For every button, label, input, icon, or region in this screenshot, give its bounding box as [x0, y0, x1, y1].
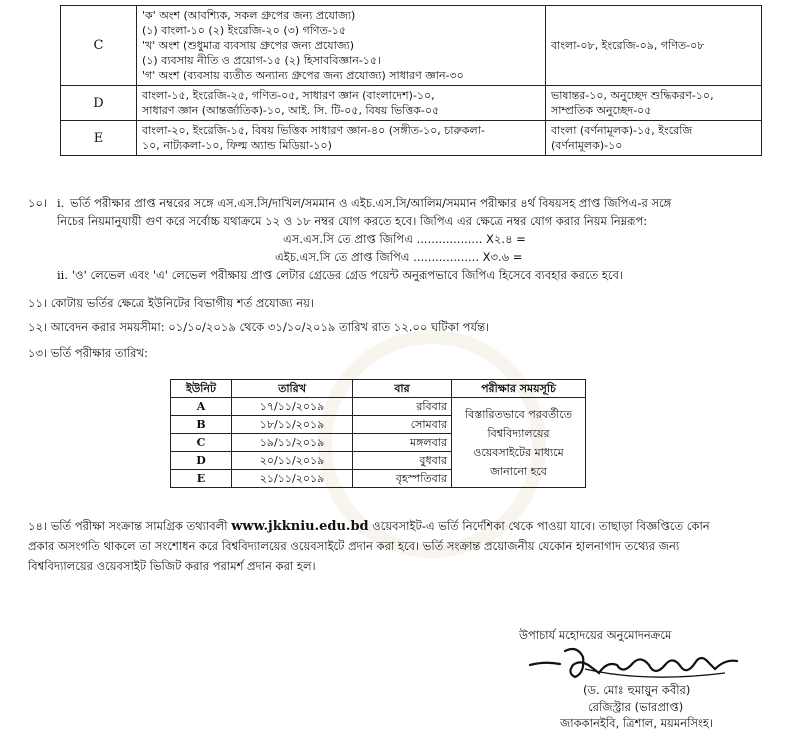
section-10-ii-text: 'ও' লেভেল এবং 'এ' লেভেল পরীক্ষায় প্রাপ্ত লেটার গ্রেডের গ্রেড পয়েন্ট অনুরূপভাবে জিপিএ হিসেবে ব্যবহার করতে হবে।: [72, 268, 624, 282]
day-cell: সোমবার: [353, 416, 452, 434]
section-14-suffix: ওয়েবসাইট-এ ভর্তি নির্দেশিকা থেকে পাওয়া যাবে। তাছাড়া বিজ্ঞপ্তিতে কোন: [372, 519, 710, 533]
section-14-prefix: ১৪। ভর্তি পরীক্ষা সংক্রান্ত সামগ্রিক তথ্যাবলী: [28, 519, 228, 533]
header-date: তারিখ: [232, 380, 353, 398]
unit-cell: C: [61, 6, 137, 86]
date-cell: ২১/১১/২০১৯: [232, 470, 353, 488]
subject-line: 'ক' অংশ (আবশ্যিক, সকল গ্রুপের জন্য প্রযোজ্য): [142, 9, 356, 22]
schedule-note-cell: [452, 398, 586, 488]
written-line: (বর্ণনামূলক)-১০: [551, 139, 623, 152]
day-cell: মঙ্গলবার: [353, 434, 452, 452]
date-cell: ১৮/১১/২০১৯: [232, 416, 353, 434]
unit-cell: C: [171, 434, 232, 452]
section-10-line1: ভর্তি পরীক্ষার প্রাপ্ত নম্বরের সঙ্গে এস.এস.সি/দাখিল/সমমান ও এইচ.এস.সি/আলিম/সমমান পরীক্ষার ৪র্থ বিষয়সহ প্রাপ্ত জিপিএ-র সঙ্গে: [70, 196, 672, 210]
subject-line: 'গ' অংশ (ব্যবসায় ব্যতীত অন্যান্য গ্রুপের জন্য প্রযোজ্য) সাধারণ জ্ঞান-৩০: [142, 69, 464, 82]
approval-line: উপাচার্য মহোদয়ের অনুমোদনক্রমে: [519, 628, 672, 642]
section-14-line1: [28, 519, 710, 534]
table-row: [171, 398, 586, 416]
section-10-line2: নিচের নিয়মানুযায়ী গুণ করে সর্বোচ্চ যথাক্রমে ১২ ও ১৮ নম্বর যোগ করতে হবে। জিপিএ এর ক্ষেত্রে নম্বর যোগ করার নিয়ম নিম্নরূপ:: [57, 214, 648, 228]
signature-scribble: [525, 643, 750, 685]
website-link[interactable]: www.jkkniu.edu.bd: [231, 519, 369, 534]
date-cell: ২০/১১/২০১৯: [232, 452, 353, 470]
date-cell: ১৭/১১/২০১৯: [232, 398, 353, 416]
date-cell: ১৯/১১/২০১৯: [232, 434, 353, 452]
table-row: [61, 121, 762, 156]
subject-line: ১০, নাট্যকলা-১০, ফিল্ম অ্যান্ড মিডিয়া-১০): [142, 139, 332, 152]
subject-cell: [137, 121, 546, 156]
unit-cell: E: [61, 121, 137, 156]
section-14-line2: প্রকার অসংগতি থাকলে তা সংশোধন করে বিশ্ববিদ্যালয়ের ওয়েবসাইটে প্রদান করা হবে। ভর্তি সংক্রান্ত প্রয়োজনীয় যেকোন হালনাগাদ তথ্যের জন্য: [28, 539, 680, 553]
university-location: জাককানইবি, ত্রিশাল, ময়মনসিংহ।: [560, 716, 714, 730]
unit-cell: D: [171, 452, 232, 470]
written-cell: [546, 86, 762, 121]
section-13: ১৩। ভর্তি পরীক্ষার তারিখ:: [28, 346, 148, 360]
note-line: ওয়েবসাইটের মাধ্যমে: [473, 445, 564, 459]
unit-cell: E: [171, 470, 232, 488]
registrar-title: রেজিস্ট্রার (ভারপ্রাপ্ত): [588, 700, 684, 714]
section-12: ১২। আবেদন করার সময়সীমা: ০১/১০/২০১৯ থেকে ৩১/১০/২০১৯ তারিখ রাত ১২.০০ ঘটিকা পর্যন্ত।: [28, 320, 490, 334]
subject-cell: [137, 6, 546, 86]
unit-cell: B: [171, 416, 232, 434]
subject-line: বাংলা-২০, ইংরেজি-১৫, বিষয় ভিত্তিক সাধারণ জ্ঞান-৪০ (সঙ্গীত-১০, চারুকলা-: [142, 124, 485, 137]
table-header-row: [171, 380, 586, 398]
item-ii-marker: ii.: [57, 268, 69, 282]
written-line: বাংলা-০৮, ইংরেজি-০৯, গণিত-০৮: [551, 39, 705, 52]
gpa-formula-ssc: এস.এস.সি তে প্রাপ্ত জিপিএ .................. X২.৪ =: [283, 232, 526, 246]
header-day: বার: [353, 380, 452, 398]
unit-cell: D: [61, 86, 137, 121]
gpa-formula-hsc: এইচ.এস.সি তে প্রাপ্ত জিপিএ .................. X৩.৬ =: [275, 250, 523, 264]
section-11: ১১। কোটায় ভর্তির ক্ষেত্রে ইউনিটের বিভাগীয় শর্ত প্রযোজ্য নয়।: [28, 296, 315, 310]
note-line: জানানো হবে: [490, 464, 547, 478]
section-14-line3: বিশ্ববিদ্যালয়ের ওয়েবসাইট ভিজিট করার পরামর্শ প্রদান করা হল।: [28, 559, 316, 573]
table-row: [61, 86, 762, 121]
question-distribution-table: [60, 5, 762, 156]
written-line: সাম্প্রতিক অনুচ্ছেদ-০৫: [551, 104, 652, 117]
header-time: পরীক্ষার সময়সূচি: [452, 380, 586, 398]
table-row: [61, 6, 762, 86]
note-line: বিস্তারিতভাবে পরবর্তীতে: [465, 407, 572, 421]
subject-line: সাধারণ জ্ঞান (আন্তর্জাতিক)-১০, আই. সি. টি-০৫, বিষয় ভিত্তিক-০৫: [142, 104, 440, 117]
note-line: বিশ্ববিদ্যালয়ের: [487, 426, 550, 440]
section-10-number: ১০।: [28, 196, 48, 210]
written-cell: [546, 121, 762, 156]
item-i-marker: i.: [57, 196, 65, 210]
exam-schedule-table: [170, 379, 586, 488]
written-line: বাংলা (বর্ণনামূলক)-১৫, ইংরেজি: [551, 124, 693, 137]
subject-line: বাংলা-১৫, ইংরেজি-২৫, গণিত-০৫, সাধারণ জ্ঞান (বাংলাদেশ)-১০,: [142, 89, 435, 102]
day-cell: রবিবার: [353, 398, 452, 416]
subject-line: (১) ব্যবসায় নীতি ও প্রয়োগ-১৫ (২) হিসাববিজ্ঞান-১৫।: [142, 54, 382, 67]
header-unit: ইউনিট: [171, 380, 232, 398]
written-line: ভাষান্তর-১০, অনুচ্ছেদ শুদ্ধিকরণ-১০,: [551, 89, 714, 102]
unit-cell: A: [171, 398, 232, 416]
written-cell: [546, 6, 762, 86]
registrar-name: (ড. মোঃ হুমায়ুন কবীর): [583, 683, 691, 697]
subject-line: 'খ' অংশ (শুধুমাত্র ব্যবসায় গ্রুপের জন্য প্রযোজ্য): [142, 39, 355, 52]
day-cell: বৃহস্পতিবার: [353, 470, 452, 488]
subject-cell: [137, 86, 546, 121]
subject-line: (১) বাংলা-১০ (২) ইংরেজি-২০ (৩) গণিত-১৫: [142, 24, 347, 37]
day-cell: বুধবার: [353, 452, 452, 470]
